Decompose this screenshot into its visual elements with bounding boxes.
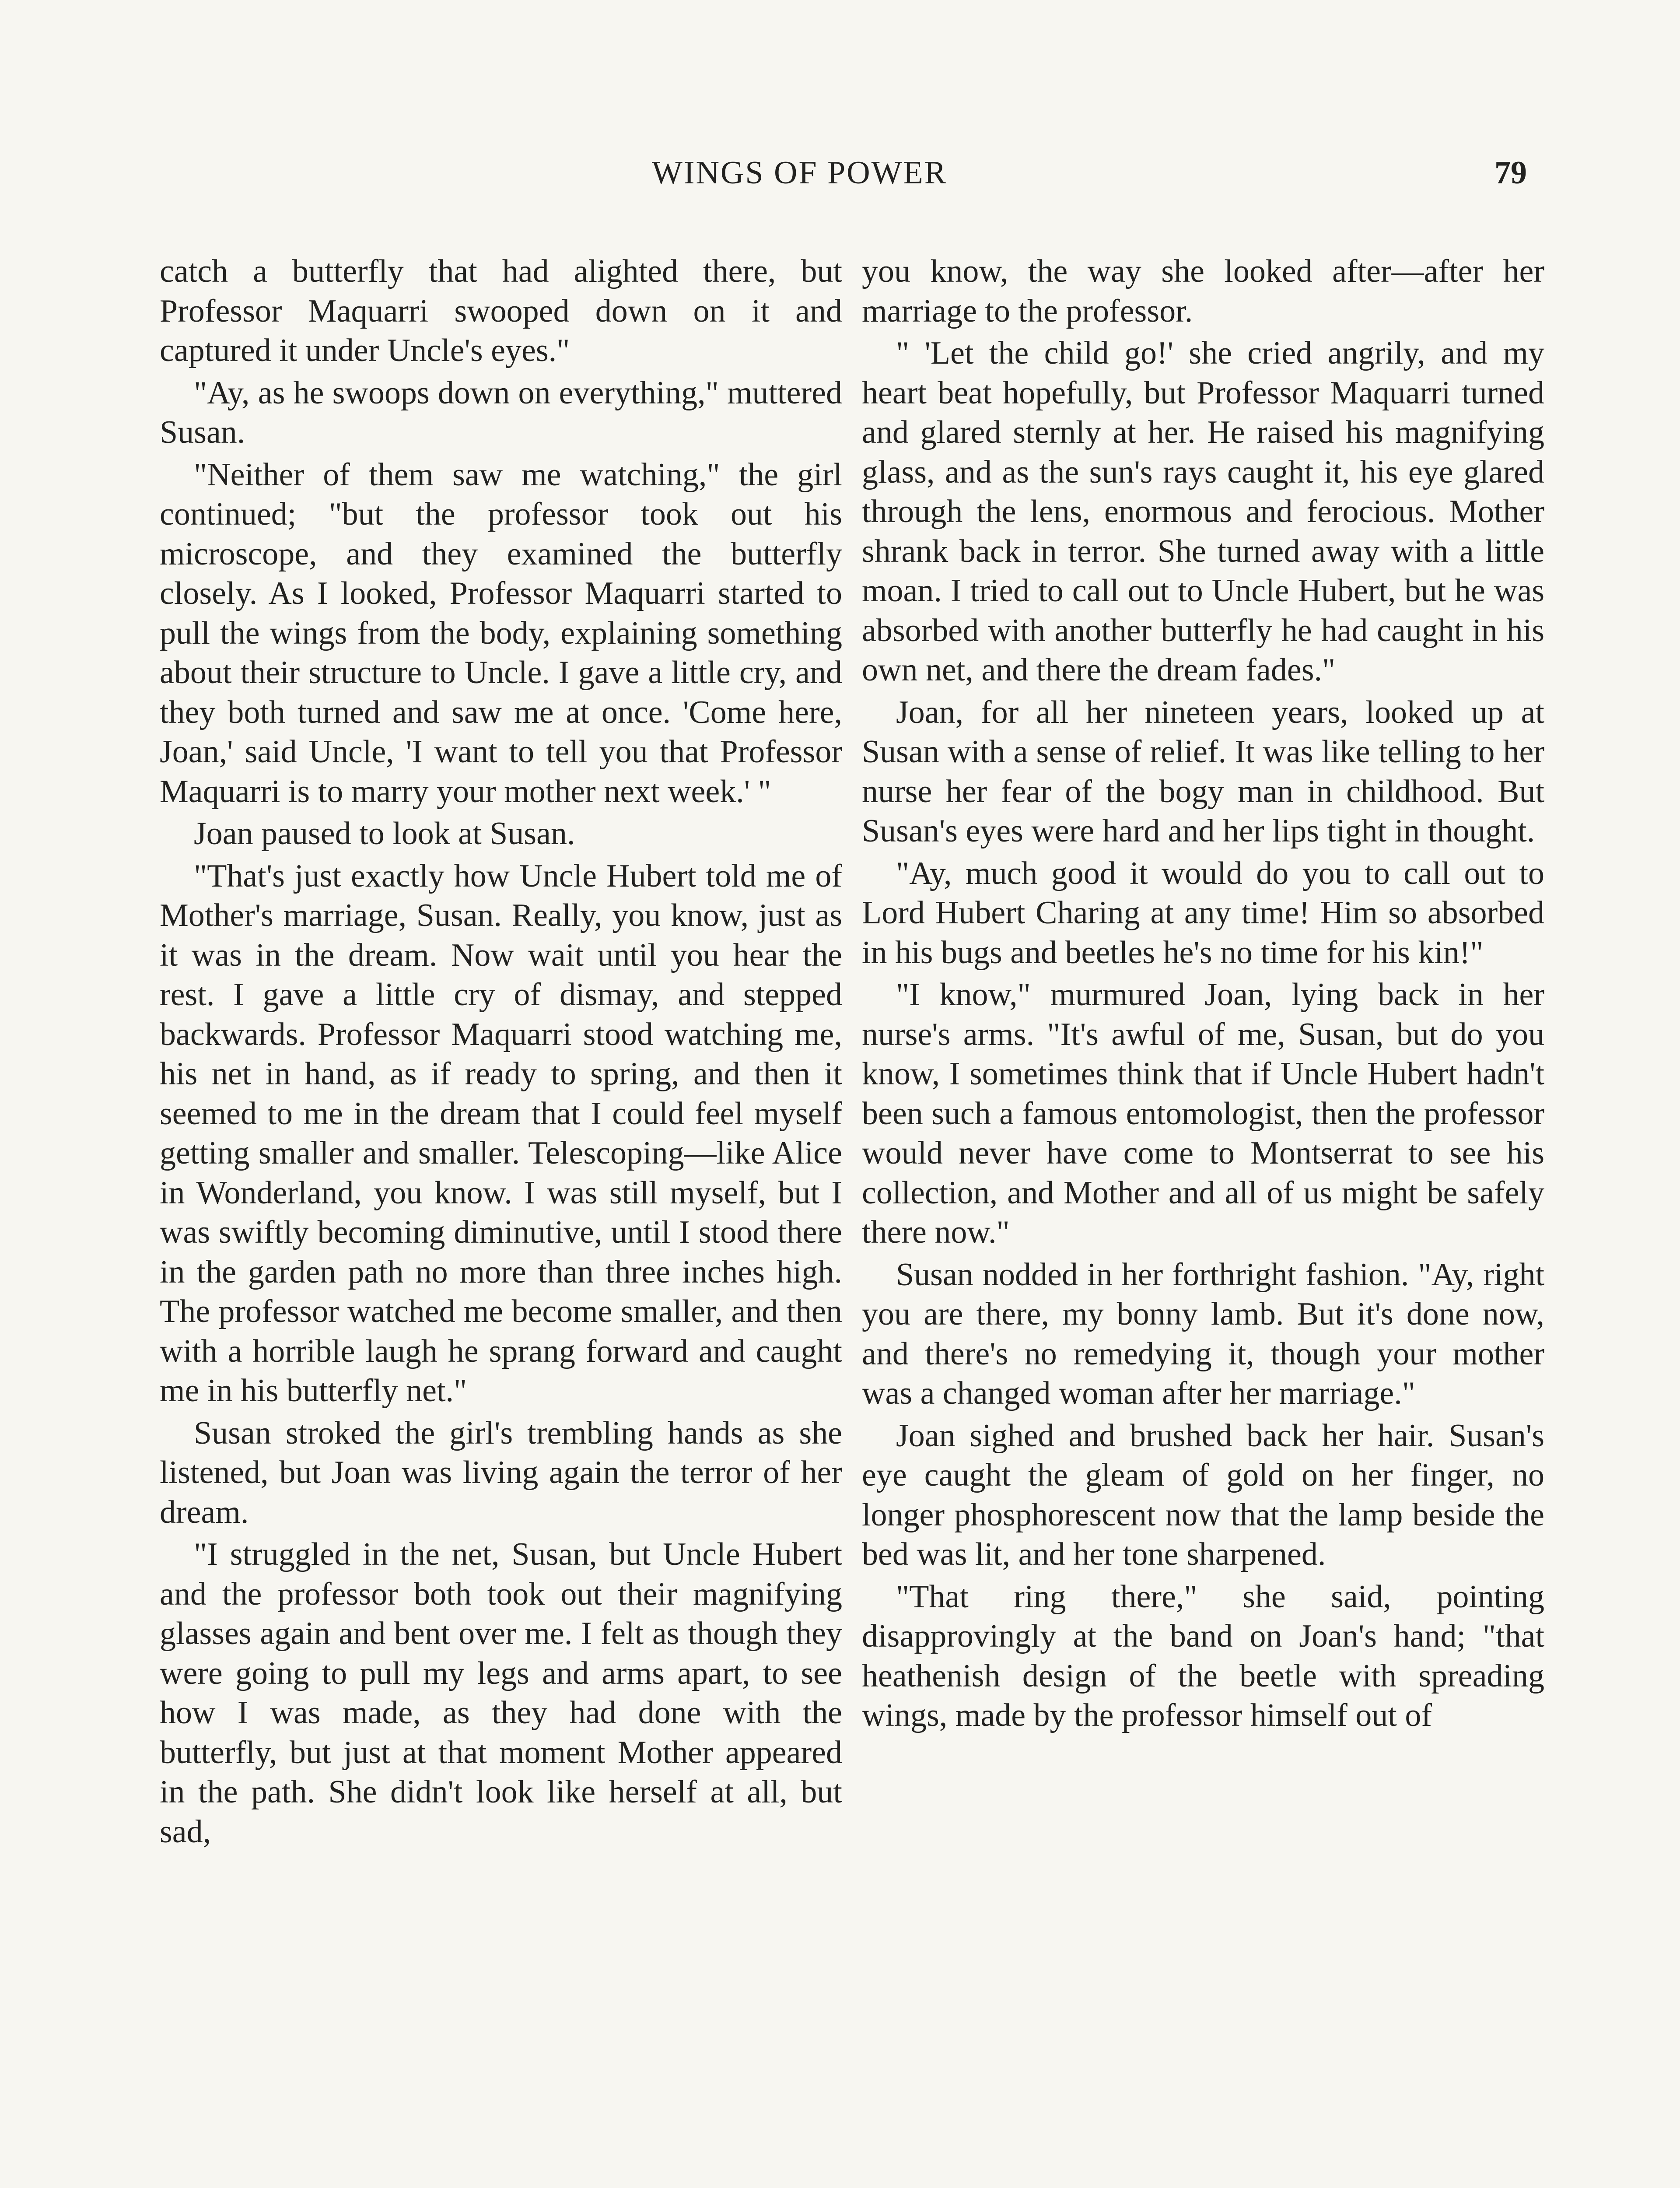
left-column: [160, 252, 842, 1854]
paragraph: "That's just exactly how Uncle Hubert told me of Mother's marriage, Susan. Really, you know, just as it was in the dream. Now wait until you hear the rest. I gave a little cry of dismay, and stepped backwards. Professor Maquarri stood watching me, his net in hand, as if ready to spring, and then it seemed to me in the dream that I could feel myself getting smaller and smaller. Telescoping—like Alice in Wonderland, you know. I was still myself, but I was swiftly becoming diminutive, until I stood there in the garden path no more than three inches high. The professor watched me become smaller, and then with a horrible laugh he sprang forward and caught me in his butterfly net.": [160, 858, 842, 1409]
paragraph: "Neither of them saw me watching," the girl continued; "but the professor took out his microscope, and they examined the butterfly closely. As I looked, Professor Maquarri started to pull the wings from the body, explaining something about their structure to Uncle. I gave a little cry, and they both turned and saw me at once. 'Come here, Joan,' said Uncle, 'I want to tell you that Professor Maquarri is to marry your mother next week.' ": [160, 456, 842, 810]
paragraph: Susan stroked the girl's trembling hands as she listened, but Joan was living again the terror of her dream.: [160, 1415, 842, 1530]
paragraph: "That ring there," she said, pointing disapprovingly at the band on Joan's hand; "that heathenish design of the beetle with spreading wings, made by the professor himself out of: [862, 1578, 1544, 1733]
paragraph: Joan, for all her nineteen years, looked up at Susan with a sense of relief. It was like telling to her nurse her fear of the bogy man in childhood. But Susan's eyes were hard and her lips tight in thought.: [862, 694, 1544, 849]
paragraph: you know, the way she looked after—after her marriage to the professor.: [862, 253, 1544, 329]
paragraph: "I struggled in the net, Susan, but Uncle Hubert and the professor both took out their magnifying glasses again and bent over me. I felt as though they were going to pull my legs and arms apart, to see how I was made, as they had done with the butterfly, but just at that moment Mother appeared in the path. She didn't look like herself at all, but sad,: [160, 1536, 842, 1850]
paragraph: Joan paused to look at Susan.: [194, 816, 575, 852]
paragraph: "Ay, much good it would do you to call out to Lord Hubert Charing at any time! Him so absorbed in his bugs and beetles he's no time for his kin!": [862, 855, 1544, 971]
running-title: WINGS OF POWER: [652, 155, 948, 191]
page-number: 79: [1494, 155, 1527, 191]
right-column: [862, 252, 1544, 1738]
page-header: [158, 153, 1527, 201]
paragraph: catch a butterfly that had alighted there, but Professor Maquarri swooped down on it and captured it under Uncle's eyes.": [160, 253, 842, 368]
paragraph: " 'Let the child go!' she cried angrily, and my heart beat hopefully, but Professor Maquarri turned and glared sternly at her. He raised his magnifying glass, and as the sun's rays caught it, his eye glared through the lens, enormous and ferocious. Mother shrank back in terror. She turned away with a little moan. I tried to call out to Uncle Hubert, but he was absorbed with another butterfly he had caught in his own net, and there the dream fades.": [862, 335, 1544, 688]
paragraph: Joan sighed and brushed back her hair. Susan's eye caught the gleam of gold on her finger, no longer phosphorescent now that the lamp beside the bed was lit, and her tone sharpened.: [862, 1417, 1544, 1572]
paragraph: "I know," murmured Joan, lying back in her nurse's arms. "It's awful of me, Susan, but do you know, I sometimes think that if Uncle Hubert hadn't been such a famous entomologist, then the professor would never have come to Montserrat to see his collection, and Mother and all of us might be safely there now.": [862, 977, 1544, 1250]
paragraph: "Ay, as he swoops down on everything," muttered Susan.: [160, 375, 842, 450]
paragraph: Susan nodded in her forthright fashion. "Ay, right you are there, my bonny lamb. But it's done now, and there's no remedying it, though your mother was a changed woman after her marriage.": [862, 1256, 1544, 1411]
